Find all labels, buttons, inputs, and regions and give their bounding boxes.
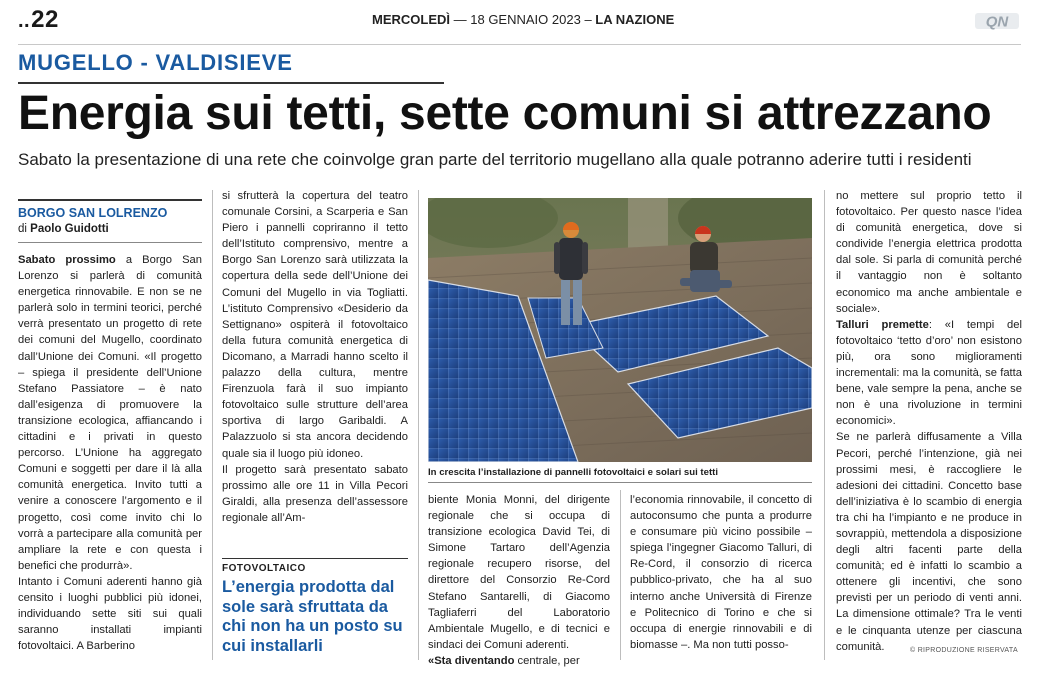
paragraph [836, 317, 1022, 430]
copyright-note: © RIPRODUZIONE RISERVATA [910, 647, 1018, 654]
dateline-weekday: MERCOLEDÌ [372, 12, 450, 27]
solar-roof-illustration [428, 198, 812, 462]
page-number [18, 6, 59, 34]
byline-author: Paolo Guidotti [30, 223, 109, 235]
section-title: MUGELLO - VALDISIEVE [18, 50, 293, 75]
column-divider [418, 190, 419, 660]
dateline-dash: – [584, 12, 592, 27]
page-number-prefix: .. [18, 10, 31, 32]
column-divider [824, 190, 825, 660]
article-column-1 [18, 252, 202, 654]
dateline-date: 18 GENNAIO 2023 [470, 12, 581, 27]
article-column-2 [222, 188, 408, 526]
paragraph: no mettere sul proprio tetto il fotovoltaico. Per questo nasce l’idea di comunità energetica, dove si condivide l’energia elettrica prodotta dal sole. Si parla di comunità perché il vantaggio non è soltanto economico ma anche ambientale e sociale». [836, 190, 1022, 315]
byline-rule-bottom [18, 242, 202, 243]
qn-logo [975, 10, 1019, 32]
byline-prefix: di [18, 223, 27, 235]
paragraph: Se ne parlerà diffusamente a Villa Pecori, perché l’intenzione, già nei prossimi mesi, è raccogliere le adesioni dei cittadini. Concetto base dell’iniziativa è lo scambio di energia tra chi ha l’impianto e ne produce in sovrappiù, mettendola a disposizione degli altri facenti parte della comunità; ed è infatti lo scambio a ottenere gli incentivi, che sono previsti per un periodo di venti anni. La dimensione ottimale? Tra le venti e le cinquanta utenze per ciascuna comunità. [836, 431, 1022, 653]
byline-rule [18, 199, 202, 201]
paragraph: biente Monia Monni, del dirigente regionale che si occupa di transizione ecologica David Tei, di Simone Tartaro dell’Agenzia regionale recupero risorse, del direttore del Consorzio Re-Cord Stefano Santarelli, di Giacomo Tagliaferri del Laboratorio Ambientale Mugello, e di tecnici e sindaci dei Comuni aderenti. [428, 494, 610, 651]
photo-caption: In crescita l’installazione di pannelli fotovoltaici e solari sui tetti [428, 467, 719, 478]
lead-text: : «I tempi del fotovoltaico ‘tetto d’oro’ non esistono più, ora sono miglioramenti incrementali: ma la comunità, se fatta bene, vale sempre la pena, anche se non è una rivoluzione in termini economici». [836, 318, 1022, 428]
lead-bold: Talluri premette [836, 318, 929, 331]
headline: Energia sui tetti, sette comuni si attrezzano [18, 87, 992, 140]
byline-place: BORGO SAN LOLRENZO [18, 206, 168, 220]
photo-solar-panels [428, 198, 812, 462]
article-column-5 [836, 188, 1022, 655]
paragraph [18, 252, 202, 574]
column-divider [620, 490, 621, 660]
article-column-3 [428, 492, 610, 669]
subheadline: Sabato la presentazione di una rete che coinvolge gran parte del territorio mugellano alla quale potranno aderire tutti i residenti [18, 150, 972, 169]
dateline-separator: — [453, 12, 467, 27]
sidebar-title: L’energia prodotta dal sole sarà sfruttata da chi non ha un posto su cui installarli [222, 578, 403, 655]
page-number-value: 22 [31, 6, 59, 33]
column-divider [212, 190, 213, 660]
lead-bold: Sabato prossimo [18, 254, 116, 266]
dateline [372, 12, 674, 27]
sidebar-rule [222, 558, 408, 559]
qn-logo-icon [975, 10, 1019, 32]
paragraph: Intanto i Comuni aderenti hanno già censito i luoghi pubblici più idonei, individuando sette siti sui quali saranno installati impianti fotovoltaici. A Barberino [18, 575, 202, 653]
paragraph [428, 653, 610, 669]
paragraph: l’economia rinnovabile, il concetto di autoconsumo che punta a produrre e consumare più vicino possibile – spiega l’ingegner Giacomo Talluri, di Re-Cord, il consorzio di ricerca pubblico-privato, che ha al suo interno anche Università di Firenze e Politecnico di Torino e che si occupa di energie rinnovabili e di biomasse –. Ma non tutti posso- [630, 494, 812, 651]
lead-text: a Borgo San Lorenzo si parlerà di comunità energetica rinnovabile. E non se ne parlerà solo in termini teorici, perché verrà presentato un progetto di rete dei comuni del Mugello, coordinato dall’Unione dei Comuni. «Il progetto – spiega il presidente dell’Unione Stefano Passiatore – è nato dall’esigenza di promuovere la transizione ecologica, affiancando i cittadini e i privati in questo percorso. L’Unione ha aggregato Comuni e soggetti per dare il là alla comunità energetica. Invito tutti a venire a conoscere l’argomento e il progetto, così come invito chi lo vorrà a partecipare alla comunità per ampliare la rete e con questa i benefici che produrrà». [18, 254, 202, 572]
lead-bold: «Sta diventando [428, 654, 515, 667]
article-column-4 [630, 492, 812, 653]
sidebar-kicker: FOTOVOLTAICO [222, 563, 306, 574]
svg-text:QN: QN [985, 13, 1009, 31]
dateline-newspaper: LA NAZIONE [595, 12, 675, 27]
top-rule [18, 44, 1021, 45]
byline [18, 223, 109, 235]
paragraph: Il progetto sarà presentato sabato prossimo alle ore 11 in Villa Pecori Giraldi, alla presenza dell’assessore regionale all’Am- [222, 463, 408, 524]
paragraph: si sfrutterà la copertura del teatro comunale Corsini, a Scarperia e San Piero i pannelli copriranno il tetto dell’Istituto comprensivo, mentre a Borgo San Lorenzo sarà utilizzata la copertura della sede dell’Unione dei Comuni del Mugello in via Togliatti. L’istituto Comprensivo «Desiderio da Settignano» ospiterà il fotovoltaico della futura comunità energetica di Dicomano, a Marradi hanno scelto il palazzo della cultura, mentre Firenzuola farà il suo impianto fotovoltaico sulle strutture dell’area sportiva di largo Garibaldi. A Palazzuolo si sta ancora decidendo quale sia il luogo più idoneo. [222, 190, 408, 460]
section-rule [18, 82, 444, 84]
lead-text: centrale, per [514, 654, 580, 667]
caption-rule [428, 482, 812, 483]
